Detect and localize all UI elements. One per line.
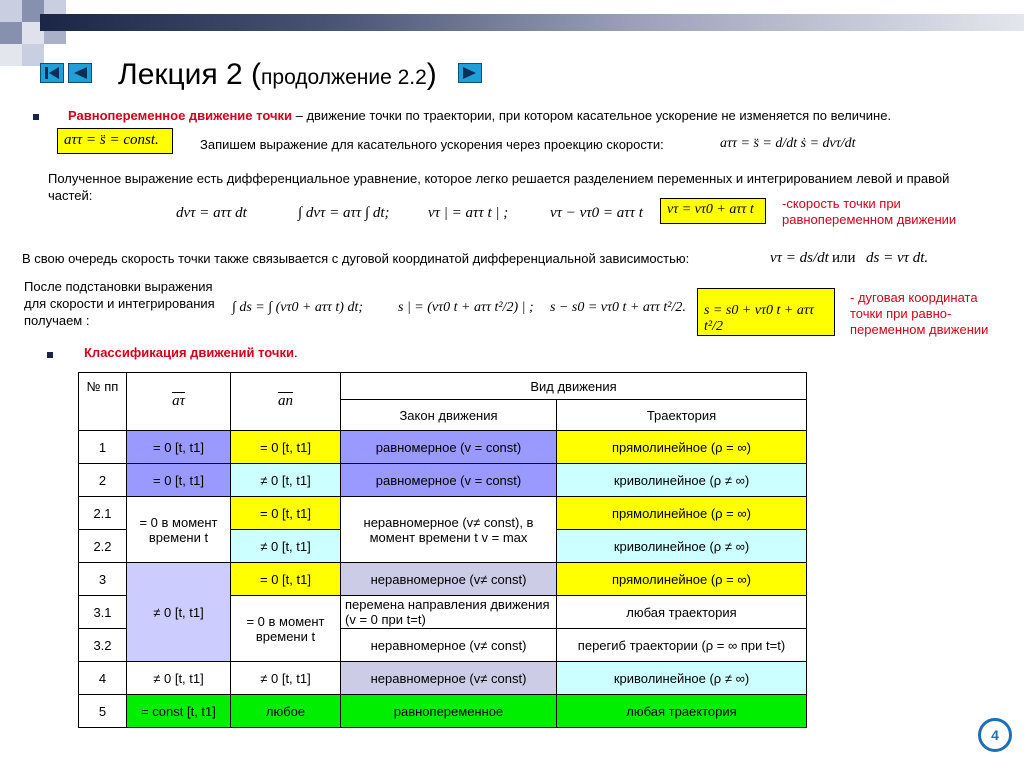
arc-formula-box: s = s0 + vτ0 t + aττ t²/2 [697,288,835,336]
header-a-n: $\overline{an}$ [231,373,341,431]
bullet-icon [33,114,39,120]
arrow-right-icon [462,66,478,80]
row-trajectory: любая траектория [557,596,807,629]
classification-table [78,372,807,728]
velocity-difference: vτ − vτ0 = aττ t [550,205,643,221]
row-a-n: = 0 [t, t1] [231,497,341,530]
intro-term: Равнопеременное движение точки [68,108,292,123]
row-a-n: ≠ 0 [t, t1] [231,464,341,497]
substitution-text: После подстановки выражения для скорости и интегрирования получаем : [24,279,215,328]
table-row [79,464,807,497]
row-num: 2.2 [79,530,127,563]
arrow-left-icon [72,66,88,80]
header-law: Закон движения [341,400,557,431]
arc-note: - дуговая координата точки при равно-переменном движении [850,290,989,337]
row-a-tau: ≠ 0 [t, t1] [127,662,231,695]
row-num: 3.1 [79,596,127,629]
skip-back-icon [44,66,60,80]
row-a-n: = 0 в момент времени t [231,596,341,662]
const-formula-box: aττ = s̈ = const. [57,128,173,154]
row-trajectory: прямолинейное (ρ = ∞) [557,431,807,464]
arc-expression: vτ = ds/dt [770,250,829,266]
title-bar-decoration [40,14,1024,31]
header-a-tau: $\overline{a\tau}$ [127,373,231,431]
row-trajectory: любая траектория [557,695,807,728]
bullet-icon [47,352,53,358]
row-trajectory: прямолинейное (ρ = ∞) [557,497,807,530]
decor-square [0,0,22,22]
intro-paragraph [68,107,998,124]
arc-expression-2: ds = vτ dt. [866,250,929,266]
row-num: 4 [79,662,127,695]
next-slide-button[interactable] [458,63,482,83]
tangential-expression: aττ = s̈ = d/dt ṡ = dvτ/dt [720,136,856,151]
row-a-n: = 0 [t, t1] [231,431,341,464]
row-trajectory: криволинейное (ρ ≠ ∞) [557,464,807,497]
row-trajectory: прямолинейное (ρ = ∞) [557,563,807,596]
header-trajectory: Траектория [557,400,807,431]
row-a-tau: = const [t, t1] [127,695,231,728]
classification-heading: Классификация движений точки. [84,345,298,360]
header-kind: Вид движения [341,373,807,400]
velocity-formula-box: vτ = vτ0 + aττ t [660,198,766,224]
table-row [79,431,807,464]
row-law: равномерное (v = const) [341,431,557,464]
table-row [79,695,807,728]
table-row [79,563,807,596]
row-law: неравномерное (v≠ const), в момент времени t v = max [341,497,557,563]
integral-velocity: ∫ dvτ = aττ ∫ dt; [298,205,390,221]
header-num: № пп [79,373,127,431]
row-a-n: ≠ 0 [t, t1] [231,662,341,695]
row-a-tau: ≠ 0 [t, t1] [127,563,231,662]
decor-square [0,44,22,66]
prev-slide-button[interactable] [68,63,92,83]
row-num: 3.2 [79,629,127,662]
row-law: перемена направления движения (v = 0 при t=t) [341,596,557,629]
row-a-n: = 0 [t, t1] [231,563,341,596]
row-trajectory: перегиб траектории (ρ = ∞ при t=t) [557,629,807,662]
page-title: Лекция 2 (продолжение 2.2) [118,58,437,91]
diff-equation-text: Полученное выражение есть дифференциальное уравнение, которое легко решается разделением переменных и интегрированием левой и правой частей: [48,171,950,203]
arc-or: или [832,250,856,266]
write-tangential-text: Запишем выражение для касательного ускорения через проекцию скорости: [200,137,664,152]
table-row [79,662,807,695]
row-law: равномерное (v = const) [341,464,557,497]
decor-square [0,22,22,44]
row-law: неравномерное (v≠ const) [341,629,557,662]
integral-ds: ∫ ds = ∫ (vτ0 + aττ t) dt; [232,300,364,315]
row-trajectory: криволинейное (ρ ≠ ∞) [557,662,807,695]
row-law: равнопеременное [341,695,557,728]
row-law: неравномерное (v≠ const) [341,563,557,596]
row-num: 1 [79,431,127,464]
row-a-n: любое [231,695,341,728]
integral-s-limits: s | = (vτ0 t + aττ t²/2) | ; [398,300,534,315]
first-slide-button[interactable] [40,63,64,83]
row-a-tau: = 0 [t, t1] [127,431,231,464]
row-num: 3 [79,563,127,596]
velocity-note: -скорость точки при равнопеременном движении [782,196,957,227]
row-num: 5 [79,695,127,728]
page-number-badge: 4 [978,718,1012,752]
row-trajectory: криволинейное (ρ ≠ ∞) [557,530,807,563]
row-num: 2 [79,464,127,497]
row-law: неравномерное (v≠ const) [341,662,557,695]
row-a-tau: = 0 [t, t1] [127,464,231,497]
arc-text: В свою очередь скорость точки также связывается с дуговой координатой дифференциальной зависимостью: [22,251,690,266]
row-a-n: ≠ 0 [t, t1] [231,530,341,563]
s-difference: s − s0 = vτ0 t + aττ t²/2. [550,300,686,315]
table-row [79,497,807,530]
integral-velocity-limits: vτ | = aττ t | ; [428,205,509,221]
row-num: 2.1 [79,497,127,530]
diff-equation: dvτ = aττ dt [176,205,247,221]
row-a-tau: = 0 в момент времени t [127,497,231,563]
intro-definition: – движение точки по траектории, при котором касательное ускорение не изменяется по величине. [291,108,892,123]
